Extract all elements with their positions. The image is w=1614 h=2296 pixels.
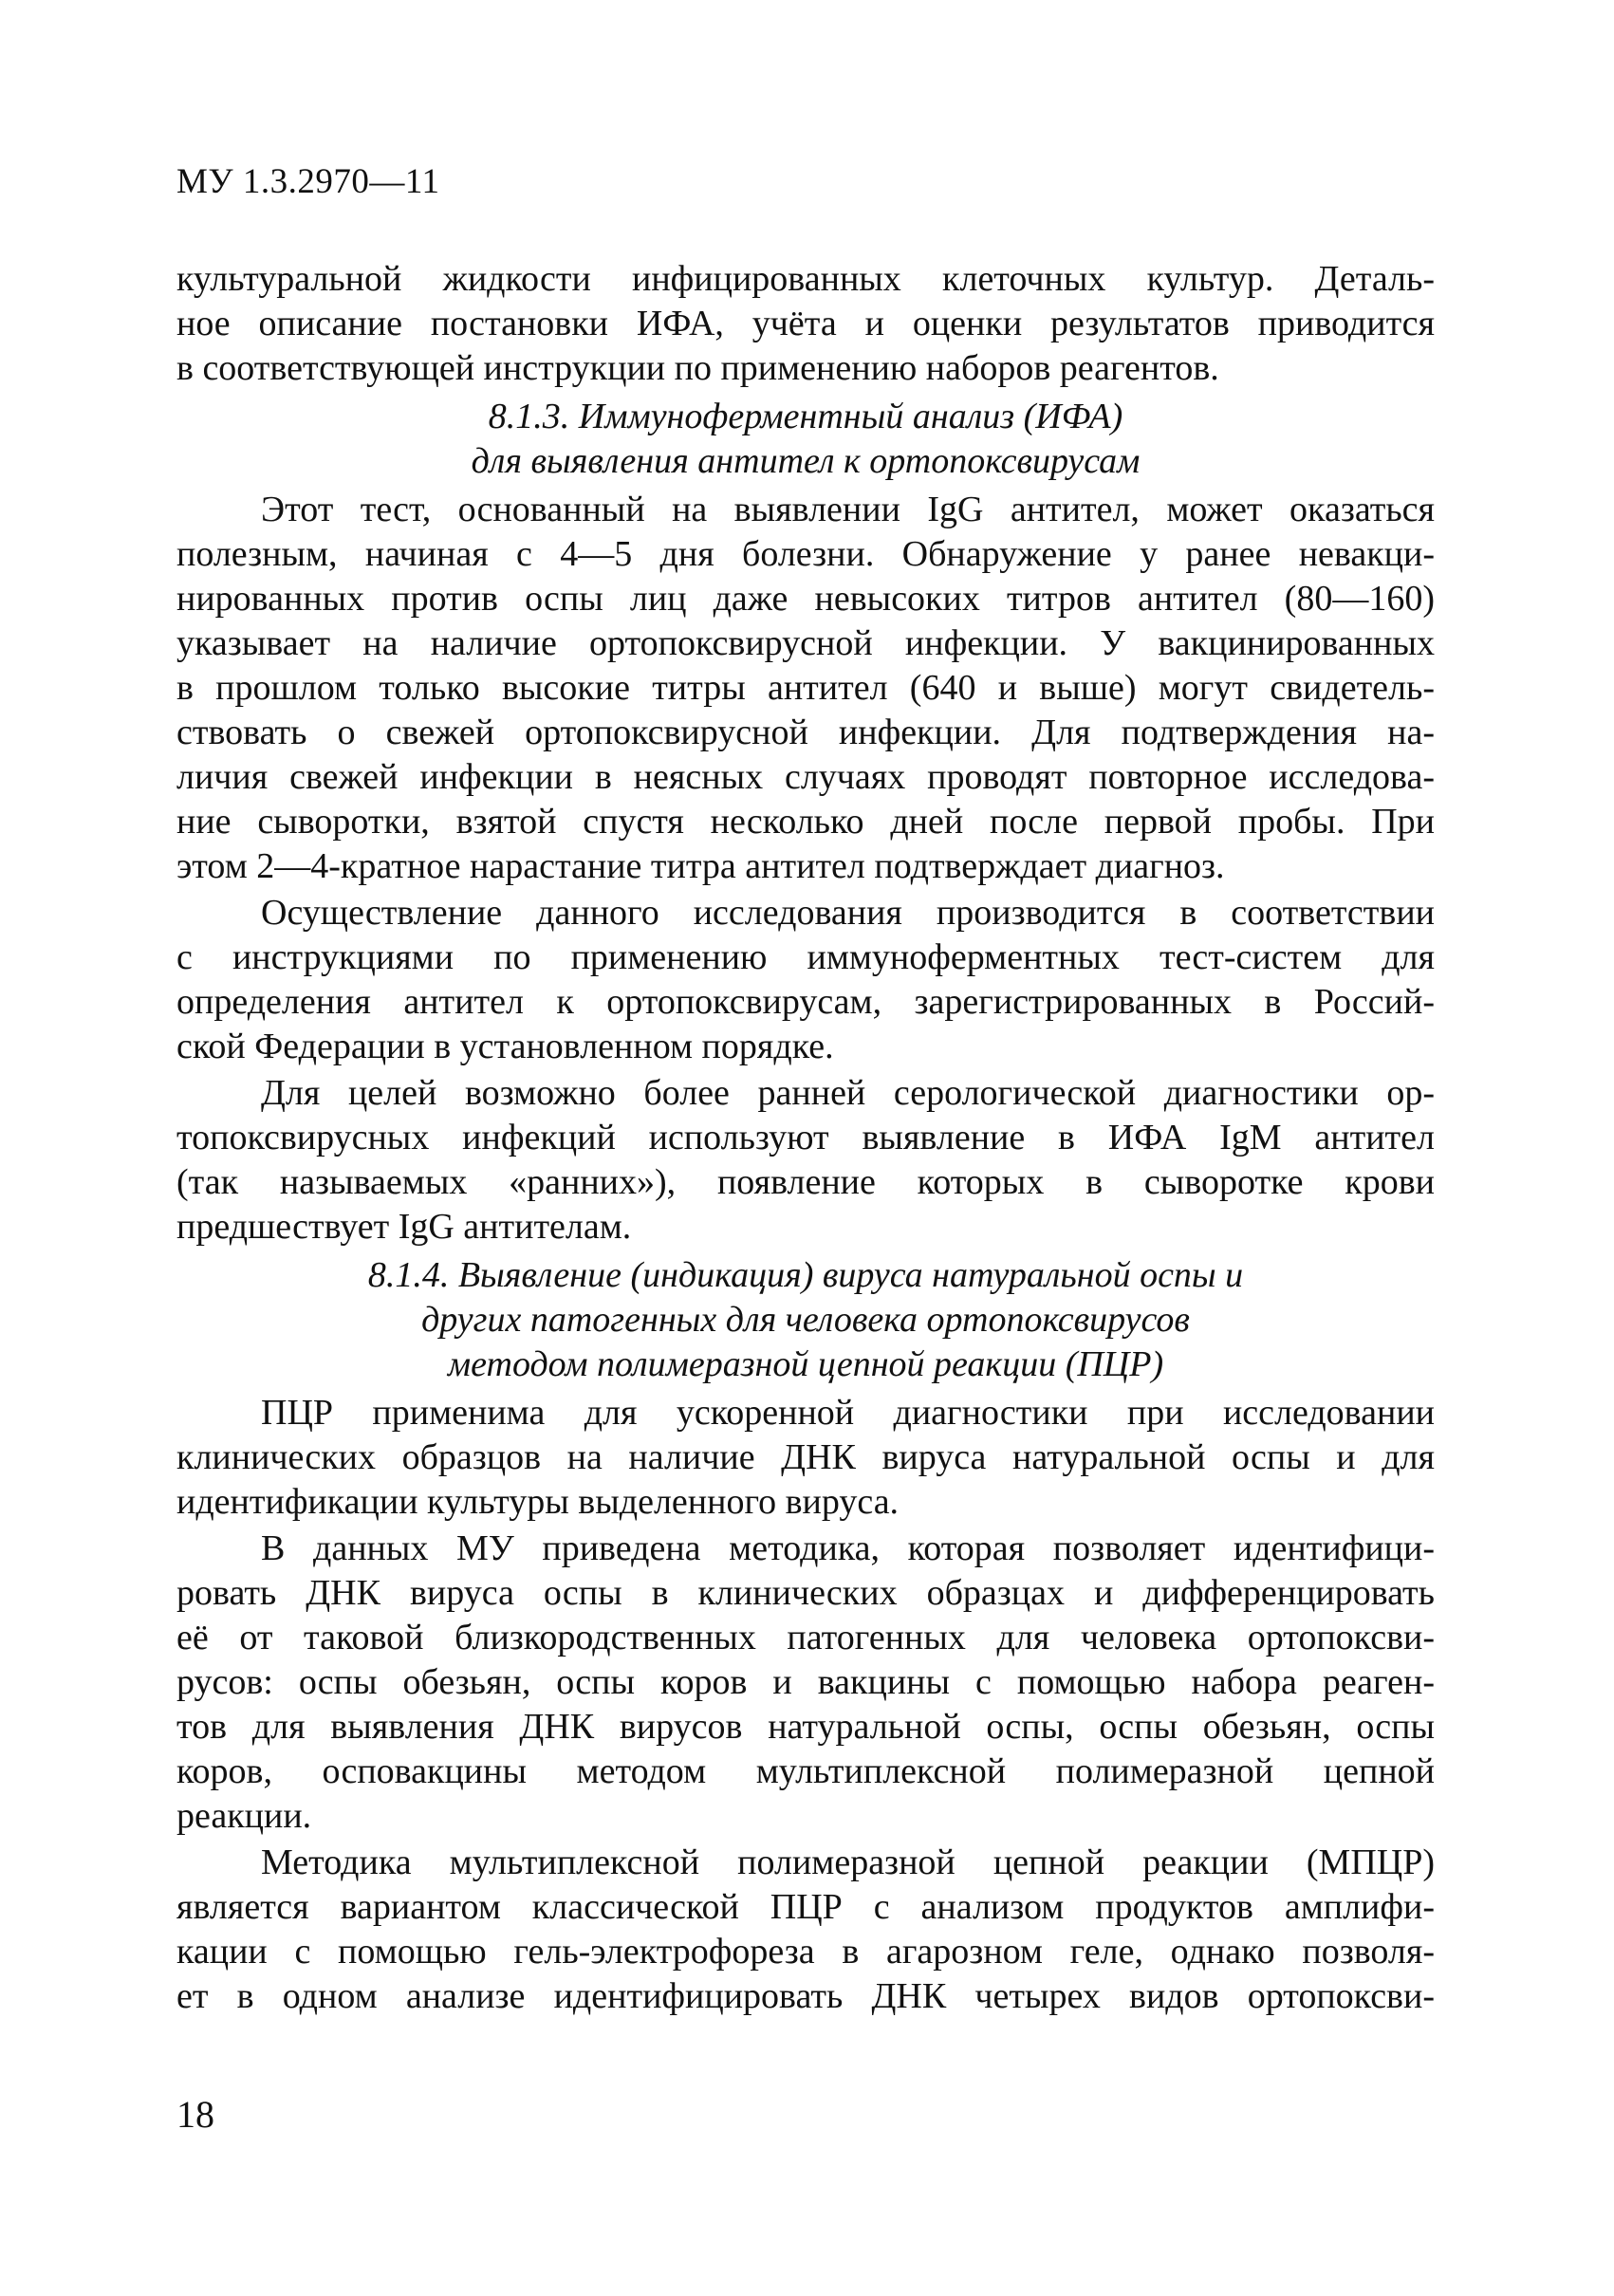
heading-line: других патогенных для человека ортопоксвирусов (421, 1300, 1190, 1340)
text-line: идентификации культуры выделенного вируса. (176, 1482, 900, 1522)
paragraph-continuation (176, 257, 1435, 391)
text-line: полезным, начиная с 4—5 дня болезни. Обнаружение у ранее невакци- (176, 534, 1435, 574)
text-line: клинических образцов на наличие ДНК вируса натуральной оспы и для (176, 1437, 1435, 1477)
text-line: Методика мультиплексной полимеразной цепной реакции (МПЦР) (261, 1842, 1435, 1882)
text-line: топоксвирусных инфекций используют выявление в ИФА IgM антител (176, 1118, 1435, 1157)
text-line: тов для выявления ДНК вирусов натуральной оспы, оспы обезьян, оспы (176, 1707, 1435, 1747)
heading-line: методом полимеразной цепной реакции (ПЦР) (447, 1344, 1164, 1384)
text-line: с инструкциями по применению иммуноферментных тест-систем для (176, 937, 1435, 977)
text-line: определения антител к ортопоксвирусам, зарегистрированных в Россий- (176, 982, 1435, 1022)
heading-line: 8.1.3. Иммуноферментный анализ (ИФА) (488, 397, 1123, 436)
text-line: в соответствующей инструкции по применению наборов реагентов. (176, 348, 1219, 388)
page-body (176, 257, 1435, 2019)
text-line: Для целей возможно более ранней серологической диагностики ор- (261, 1073, 1435, 1113)
text-line: В данных МУ приведена методика, которая позволяет идентифици- (261, 1528, 1435, 1568)
text-line: реакции. (176, 1796, 312, 1836)
text-line: русов: оспы обезьян, оспы коров и вакцины с помощью набора реаген- (176, 1662, 1435, 1702)
text-line: является вариантом классической ПЦР с анализом продуктов амплифи- (176, 1887, 1435, 1927)
text-line: предшествует IgG антителам. (176, 1207, 632, 1247)
text-line: ное описание постановки ИФА, учёта и оценки результатов приводится (176, 304, 1435, 343)
paragraph-pcr (176, 1391, 1435, 1525)
text-line: в прошлом только высокие титры антител (640 и выше) могут свидетель- (176, 668, 1435, 708)
text-line: ствовать о свежей ортопоксвирусной инфекции. Для подтверждения на- (176, 713, 1435, 752)
text-line: указывает на наличие ортопоксвирусной инфекции. У вакцинированных (176, 623, 1435, 663)
heading-line: для выявления антител к ортопоксвирусам (471, 441, 1141, 481)
text-line: её от таковой близкородственных патогенных для человека ортопоксви- (176, 1618, 1435, 1657)
paragraph-igg-test (176, 488, 1435, 889)
text-line: культуральной жидкости инфицированных клеточных культур. Деталь- (176, 259, 1435, 299)
text-line: ровать ДНК вируса оспы в клинических образцах и дифференцировать (176, 1573, 1435, 1613)
paragraph-igm (176, 1071, 1435, 1250)
page-number: 18 (176, 2093, 214, 2136)
section-heading-8-1-4 (176, 1253, 1435, 1387)
text-line: ет в одном анализе идентифицировать ДНК четырех видов ортопоксви- (176, 1976, 1435, 2016)
text-line: ние сыворотки, взятой спустя несколько дней после первой пробы. При (176, 802, 1435, 842)
running-header: МУ 1.3.2970—11 (176, 162, 440, 201)
text-line: этом 2—4-кратное нарастание титра антител подтверждает диагноз. (176, 846, 1225, 886)
paragraph-mpcr (176, 1841, 1435, 2019)
text-line: ПЦР применима для ускоренной диагностики при исследовании (261, 1393, 1435, 1433)
text-line: ской Федерации в установленном порядке. (176, 1027, 834, 1066)
text-line: коров, осповакцины методом мультиплексной полимеразной цепной (176, 1751, 1435, 1791)
text-line: личия свежей инфекции в неясных случаях проводят повторное исследова- (176, 757, 1435, 797)
text-line: (так называемых «ранних»), появление которых в сыворотке крови (176, 1162, 1435, 1202)
text-line: Осуществление данного исследования производится в соответствии (261, 893, 1435, 933)
text-line: Этот тест, основанный на выявлении IgG антител, может оказаться (261, 490, 1435, 529)
section-heading-8-1-3 (176, 395, 1435, 484)
text-line: кации с помощью гель-электрофореза в агарозном геле, однако позволя- (176, 1932, 1435, 1972)
paragraph-procedure (176, 891, 1435, 1069)
paragraph-method (176, 1527, 1435, 1839)
text-line: нированных против оспы лиц даже невысоких титров антител (80—160) (176, 579, 1435, 619)
heading-line: 8.1.4. Выявление (индикация) вируса натуральной оспы и (367, 1255, 1244, 1295)
